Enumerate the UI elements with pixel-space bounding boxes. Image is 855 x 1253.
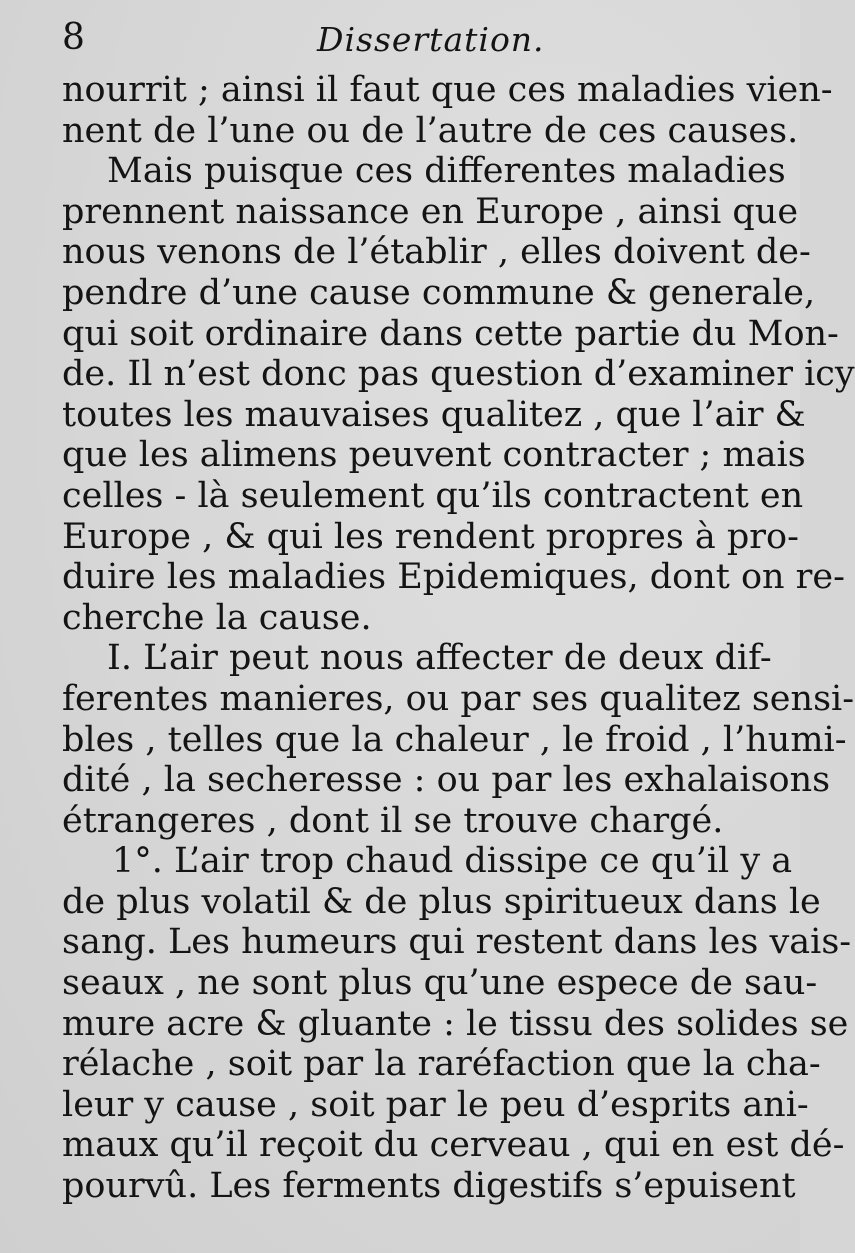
text-line: celles - là seulement qu’ils contractent en: [62, 475, 804, 516]
text-line: seaux , ne sont plus qu’une espece de sau-: [62, 963, 818, 1004]
text-line: pendre d’une cause commune & generale,: [62, 272, 816, 313]
text-line: leur y cause , soit par le peu d’esprits ani-: [62, 1084, 809, 1125]
text-line: Europe , & qui les rendent propres à pro-: [62, 516, 799, 557]
text-line: prennent naissance en Europe , ainsi que: [62, 191, 799, 232]
paragraph-first-line: 1°. L’air trop chaud dissipe ce qu’il y a: [112, 841, 793, 882]
text-line: mure acre & gluante : le tissu des solides se: [62, 1003, 849, 1044]
paragraph-first-line: I. L’air peut nous affecter de deux dif-: [107, 638, 772, 679]
text-line: ferentes manieres, ou par ses qualitez sensi-: [62, 678, 855, 719]
running-title: Dissertation.: [317, 20, 545, 59]
text-line: cherche la cause.: [62, 597, 372, 638]
text-line: étrangeres , dont il se trouve chargé.: [62, 800, 724, 841]
text-line: maux qu’il reçoit du cerveau , qui en est dé-: [62, 1125, 845, 1166]
text-line: de plus volatil & de plus spiritueux dans le: [62, 881, 821, 922]
text-line: bles , telles que la chaleur , le froid , l’humi-: [62, 719, 847, 760]
text-line: qui soit ordinaire dans cette partie du Mon-: [62, 313, 839, 354]
text-line: sang. Les humeurs qui restent dans les vais-: [62, 922, 852, 963]
text-line: dité , la secheresse : ou par les exhalaisons: [62, 760, 831, 801]
paragraph-first-line: Mais puisque ces differentes maladies: [107, 151, 786, 192]
page-header: [62, 14, 762, 62]
text-line: nent de l’une ou de l’autre de ces causes.: [62, 110, 799, 151]
text-line: duire les maladies Epidemiques, dont on re-: [62, 557, 845, 598]
text-line: que les alimens peuvent contracter ; mais: [62, 435, 806, 476]
text-line: rélache , soit par la raréfaction que la cha-: [62, 1044, 821, 1085]
text-line: pourvû. Les ferments digestifs s’epuisent: [62, 1166, 796, 1207]
body-text: [62, 70, 855, 1207]
text-line: toutes les mauvaises qualitez , que l’air &: [62, 394, 806, 435]
page-number: 8: [62, 17, 85, 58]
text-line: nourrit ; ainsi il faut que ces maladies vien-: [62, 70, 833, 110]
text-line: nous venons de l’établir , elles doivent de-: [62, 232, 811, 273]
text-line: de. Il n’est donc pas question d’examiner icy: [62, 354, 855, 395]
